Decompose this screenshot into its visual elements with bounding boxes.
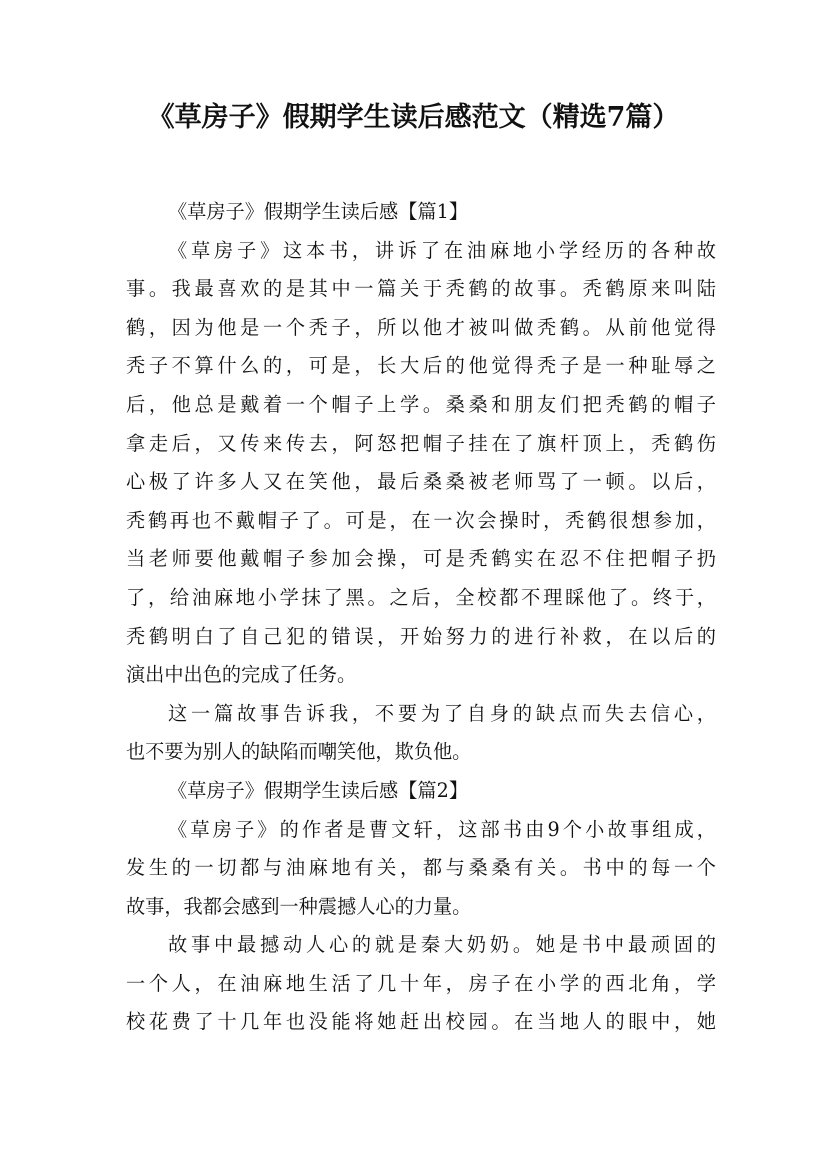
section-heading: 《草房子》假期学生读后感【篇2】 [168, 778, 469, 802]
paragraph-line: 了，给油麻地小学抹了黑。之后，全校都不理睬他了。终于， [126, 585, 716, 609]
paragraph-line: 心极了许多人又在笑他，最后桑桑被老师骂了一顿。以后， [126, 470, 716, 494]
paragraph-line: 事。我最喜欢的是其中一篇关于秃鹤的故事。秃鹤原来叫陆 [126, 277, 716, 301]
section-heading: 《草房子》假期学生读后感【篇1】 [168, 200, 469, 223]
paragraph-line: 演出中出色的完成了任务。 [126, 663, 357, 687]
paragraph-line: 故事中最撼动人心的就是秦大奶奶。她是书中最顽固的 [168, 933, 716, 957]
paragraph-line: 后，他总是戴着一个帽子上学。桑桑和朋友们把秃鹤的帽子 [126, 392, 716, 416]
paragraph-line: 秃鹤明白了自己犯的错误，开始努力的进行补救，在以后的 [126, 624, 716, 648]
paragraph-line: 拿走后，又传来传去，阿怒把帽子挂在了旗杆顶上，秃鹤伤 [126, 431, 716, 455]
paragraph-line: 《草房子》这本书，讲诉了在油麻地小学经历的各种故 [168, 238, 716, 262]
paragraph-line: 《草房子》的作者是曹文轩，这部书由9个小故事组成， [168, 817, 716, 841]
document-body [126, 193, 716, 1042]
paragraph-line: 一个人，在油麻地生活了几十年，房子在小学的西北角，学 [126, 971, 716, 995]
document-title: 《草房子》假期学生读后感范文（精选7篇） [147, 102, 680, 133]
paragraph-line: 也不要为别人的缺陷而嘲笑他，欺负他。 [126, 740, 472, 764]
paragraph-line: 故事，我都会感到一种震撼人心的力量。 [126, 894, 472, 918]
paragraph-line: 当老师要他戴帽子参加会操，可是秃鹤实在忍不住把帽子扔 [126, 547, 716, 571]
paragraph-line: 发生的一切都与油麻地有关，都与桑桑有关。书中的每一个 [126, 856, 716, 880]
paragraph-line: 秃鹤再也不戴帽子了。可是，在一次会操时，秃鹤很想参加， [126, 508, 716, 532]
paragraph-line: 校花费了十几年也没能将她赶出校园。在当地人的眼中，她 [126, 1010, 716, 1034]
paragraph-line: 秃子不算什么的，可是，长大后的他觉得秃子是一种耻辱之 [126, 354, 716, 378]
paragraph-line: 这一篇故事告诉我，不要为了自身的缺点而失去信心， [168, 701, 716, 725]
paragraph-line: 鹤，因为他是一个秃子，所以他才被叫做秃鹤。从前他觉得 [126, 315, 716, 339]
